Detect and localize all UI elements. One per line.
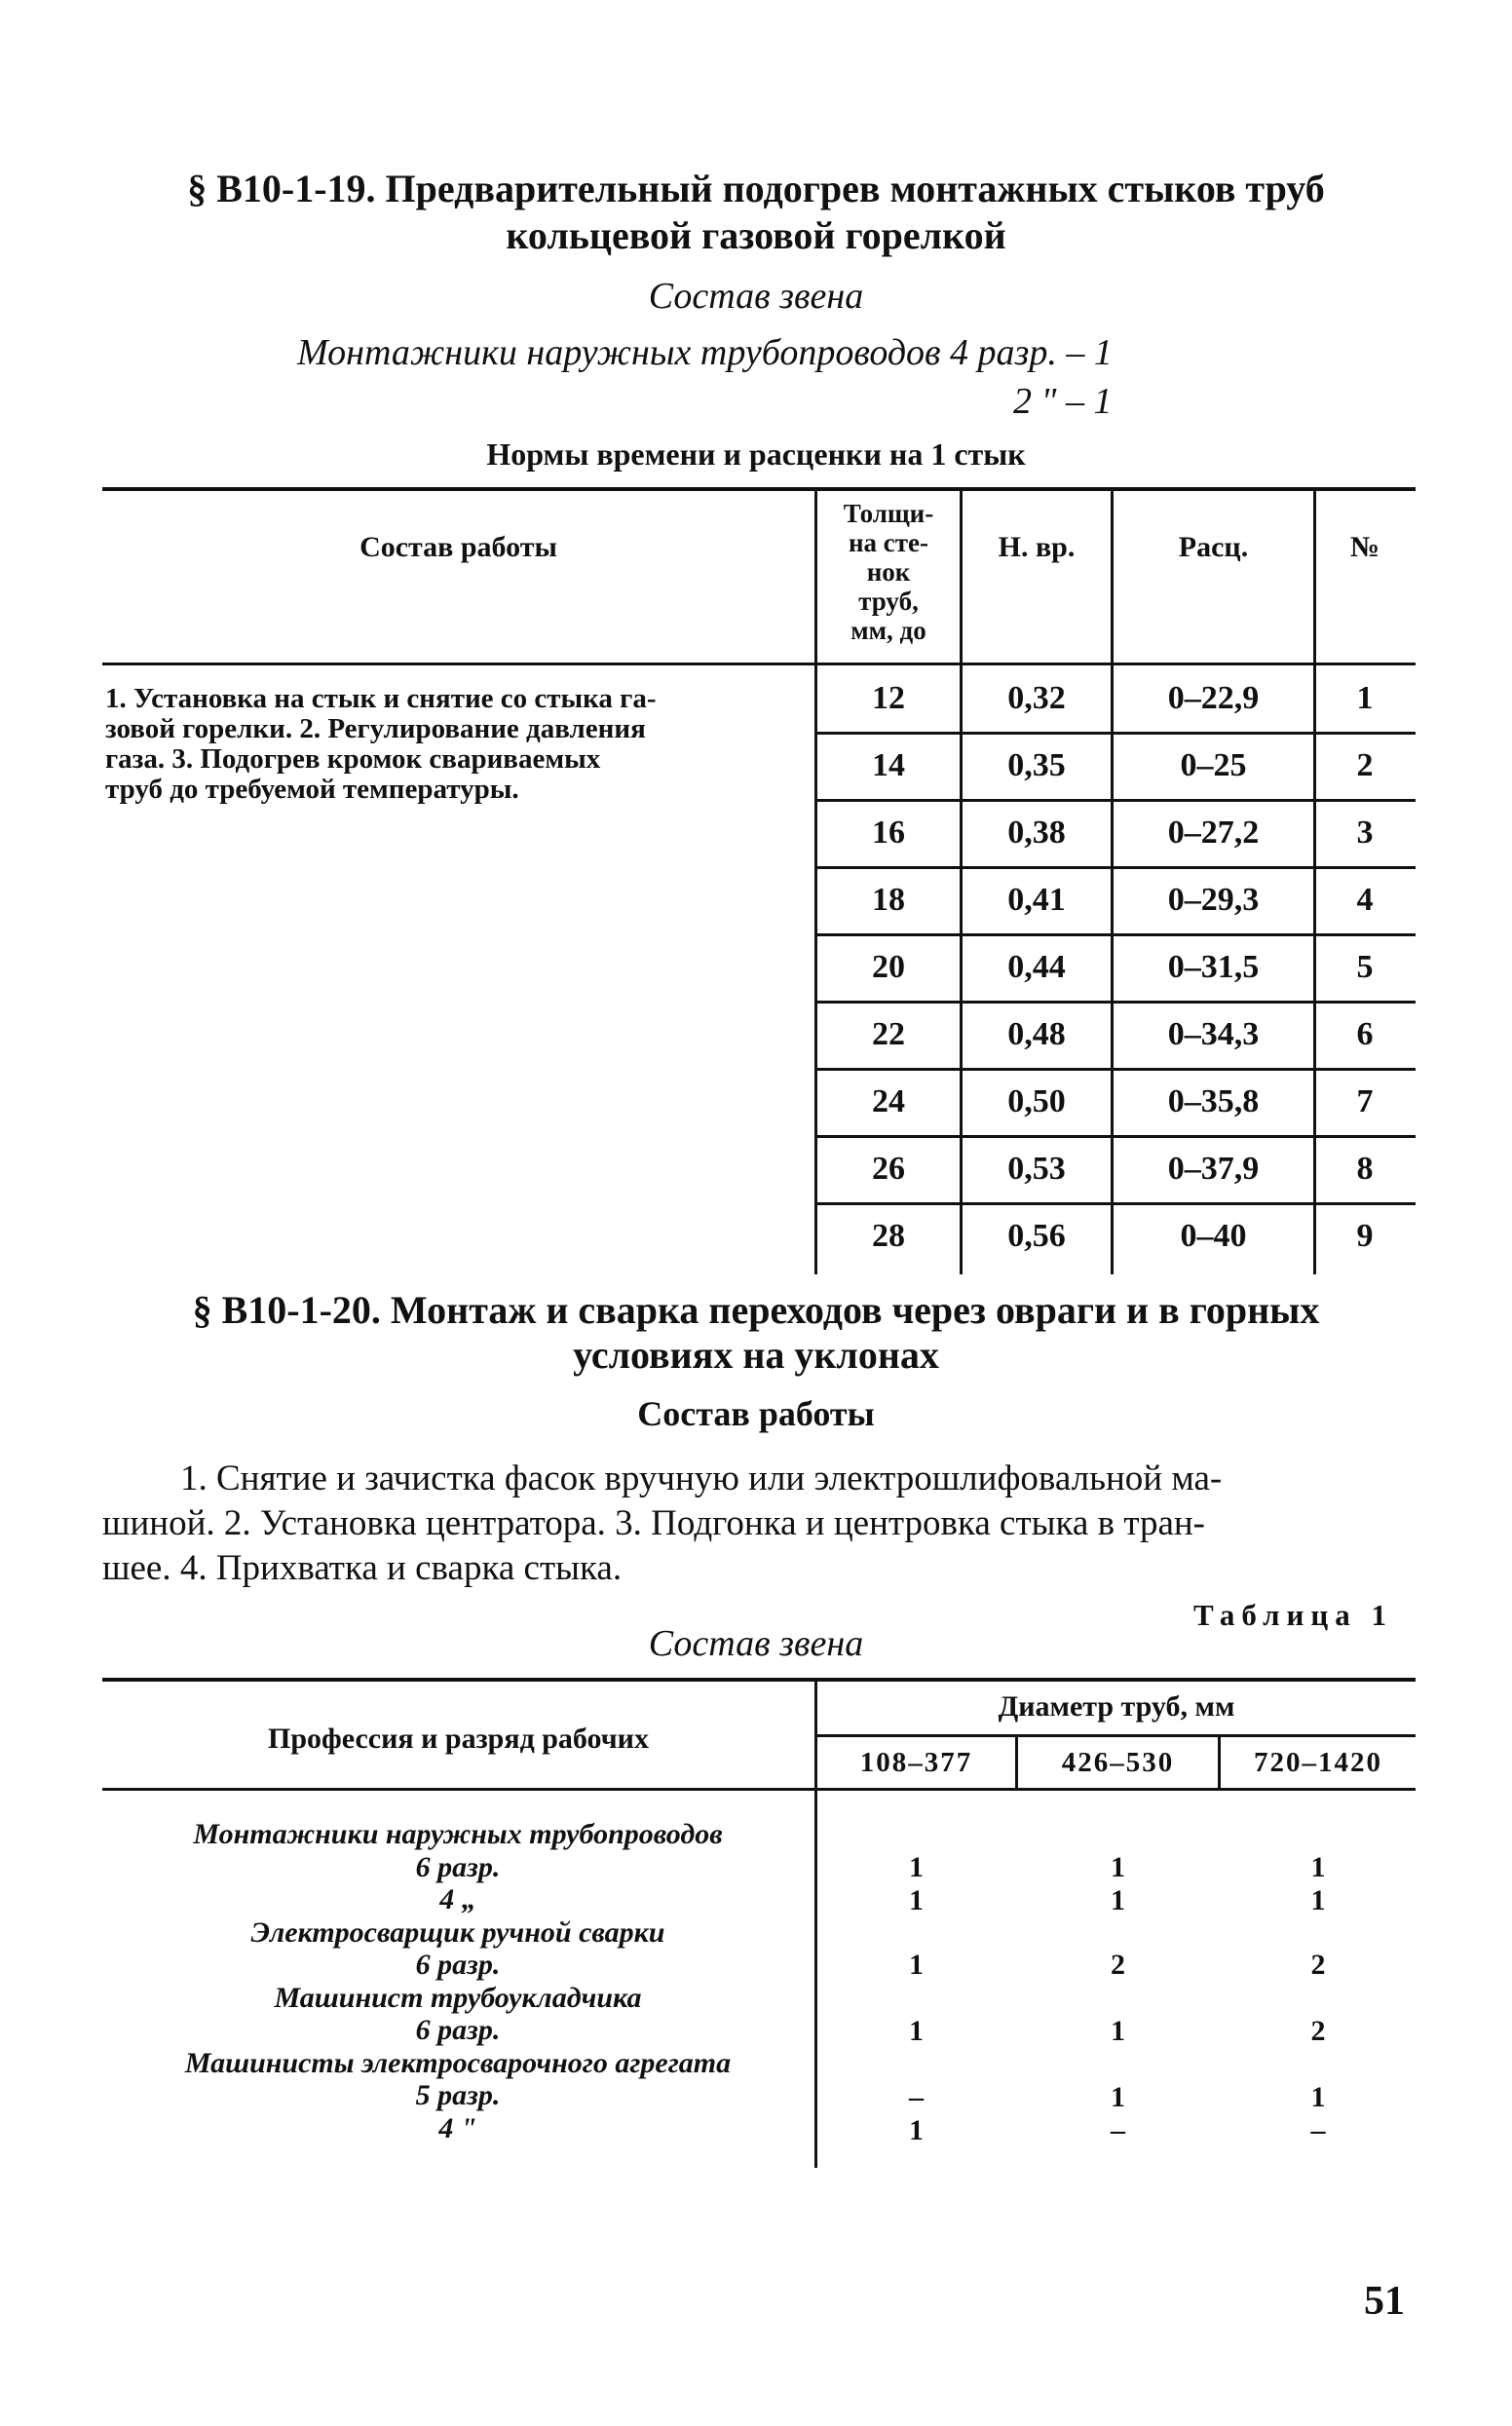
profession-line: Электросварщик ручной сварки [250, 1915, 665, 1949]
profession-line: 4 " [438, 2111, 477, 2144]
crew-count-cell: – [1111, 2114, 1125, 2146]
cell-time: 0,44 [1007, 949, 1066, 985]
header-num: № [1349, 531, 1380, 563]
cell-thickness: 20 [872, 949, 905, 985]
section2-crew-title: Состав звена [648, 1623, 864, 1664]
table1-row-rule [814, 866, 1416, 869]
header-diameter-col: 426–530 [1061, 1747, 1175, 1778]
section1-heading-line1: § В10-1-19. Предварительный подогрев монтажных стыков труб [187, 167, 1325, 210]
section2-work-line: шее. 4. Прихватка и сварка стыка. [102, 1548, 623, 1588]
section2-heading-line1: § В10-1-20. Монтаж и сварка переходов через овраги и в горных [192, 1288, 1320, 1332]
crew-count-cell: 2 [1111, 1949, 1125, 1981]
norms-caption: Нормы времени и расценки на 1 стык [486, 436, 1026, 472]
profession-line: 6 разр. [415, 2014, 501, 2046]
table1-row-rule [814, 1135, 1416, 1138]
header-diameter: Диаметр труб, мм [998, 1690, 1235, 1723]
cell-thickness: 26 [872, 1151, 905, 1187]
work-description-line: газа. 3. Подогрев кромок свариваемых [105, 743, 601, 775]
header-profession: Профессия и разряд рабочих [268, 1723, 649, 1755]
crew-count-cell: – [1310, 2114, 1326, 2146]
cell-rate: 0–27,2 [1167, 815, 1260, 851]
page-number: 51 [1364, 2279, 1405, 2324]
work-description-line: зовой горелки. 2. Регулирование давления [105, 713, 646, 744]
profession-line: Монтажники наружных трубопроводов [193, 1818, 723, 1850]
crew-count-cell: 1 [909, 1949, 924, 1981]
crew-count-cell: 2 [1310, 1949, 1326, 1981]
crew-count-cell: 1 [909, 1884, 924, 1916]
crew-count-cell: 1 [1111, 2081, 1125, 2113]
cell-rate: 0–25 [1180, 747, 1247, 783]
cell-time: 0,35 [1007, 747, 1066, 783]
crew-count-cell: 1 [909, 2015, 924, 2047]
table1-row-rule [814, 1068, 1416, 1071]
section2-heading [0, 1288, 1512, 1378]
header-thickness [817, 499, 960, 645]
cell-num: 2 [1356, 747, 1374, 783]
table1-top-rule [102, 487, 1416, 491]
work-description-line: труб до требуемой температуры. [105, 774, 519, 805]
profession-line: Машинист трубоукладчика [274, 1981, 642, 2014]
crew-count-cell: 1 [909, 1851, 924, 1883]
cell-thickness: 12 [872, 680, 905, 716]
cell-rate: 0–35,8 [1167, 1083, 1260, 1119]
profession-line: 6 разр. [415, 1850, 501, 1883]
header-diameter-col: 720–1420 [1254, 1747, 1382, 1778]
cell-thickness: 22 [872, 1016, 905, 1052]
cell-num: 3 [1356, 815, 1374, 851]
table1-row-rule [814, 1202, 1416, 1205]
cell-time: 0,48 [1007, 1016, 1066, 1052]
section1-crew-line1: Монтажники наружных трубопроводов 4 разр. – 1 [297, 332, 1113, 373]
cell-rate: 0–34,3 [1167, 1016, 1260, 1052]
header-time: Н. вр. [998, 531, 1076, 563]
table1-row-rule [814, 933, 1416, 936]
cell-num: 4 [1356, 882, 1374, 918]
section1-crew-title: Состав звена [648, 276, 864, 317]
section1-crew-line2: 2 " – 1 [1013, 381, 1113, 422]
cell-num: 1 [1356, 680, 1374, 716]
table2-subheader-rule [816, 1734, 1416, 1737]
cell-rate: 0–37,9 [1167, 1151, 1260, 1187]
cell-time: 0,38 [1007, 815, 1066, 851]
cell-rate: 0–29,3 [1167, 882, 1260, 918]
header-rate: Расц. [1178, 531, 1249, 563]
cell-num: 8 [1356, 1151, 1374, 1187]
section2-work-line: 1. Снятие и зачистка фасок вручную или электрошлифовальной ма- [180, 1459, 1223, 1498]
table1-row-rule [814, 1001, 1416, 1004]
profession-line: 5 разр. [415, 2079, 501, 2111]
table1-row-rule [814, 799, 1416, 802]
cell-time: 0,41 [1007, 882, 1066, 918]
crew-count-cell: 1 [1310, 2081, 1326, 2113]
cell-num: 7 [1356, 1083, 1374, 1119]
cell-time: 0,50 [1007, 1083, 1066, 1119]
header-thickness-line: на сте- [848, 528, 929, 557]
header-thickness-line: мм, до [850, 616, 926, 645]
section1-heading [0, 166, 1512, 259]
cell-num: 6 [1356, 1016, 1374, 1052]
cell-time: 0,32 [1007, 680, 1066, 716]
work-description [105, 684, 807, 805]
crew-count-cell: – [909, 2081, 924, 2113]
profession-line: Машинисты электросварочного агрегата [184, 2046, 732, 2079]
cell-rate: 0–40 [1180, 1218, 1247, 1254]
cell-thickness: 24 [872, 1083, 905, 1119]
profession-line: 4 „ [439, 1883, 476, 1915]
cell-thickness: 16 [872, 815, 905, 851]
table1-row-rule [814, 732, 1416, 735]
header-thickness-line: нок [866, 557, 911, 587]
cell-rate: 0–31,5 [1167, 949, 1260, 985]
header-diameter-col: 108–377 [859, 1747, 973, 1778]
crew-count-cell: 1 [1111, 1884, 1125, 1916]
header-thickness-line: Толщи- [843, 499, 934, 528]
cell-num: 9 [1356, 1218, 1374, 1254]
work-description-line: 1. Установка на стык и снятие со стыка га- [105, 683, 657, 714]
crew-count-cell: 1 [1310, 1851, 1326, 1883]
table2-top-rule [102, 1678, 1416, 1682]
crew-count-cell: 1 [1111, 2015, 1125, 2047]
section2-work-text [102, 1457, 1416, 1591]
cell-thickness: 18 [872, 882, 905, 918]
cell-rate: 0–22,9 [1167, 680, 1260, 716]
cell-num: 5 [1356, 949, 1374, 985]
header-thickness-line: труб, [858, 587, 919, 616]
crew-count-cell: 2 [1310, 2015, 1326, 2047]
cell-thickness: 28 [872, 1218, 905, 1254]
crew-count-cell: 1 [1310, 1884, 1326, 1916]
section1-heading-line2: кольцевой газовой горелкой [506, 213, 1006, 257]
table-label: Таблица 1 [1193, 1598, 1393, 1632]
table1-header-rule [102, 663, 1416, 665]
section2-work-title: Состав работы [637, 1394, 875, 1433]
profession-list [127, 1818, 789, 2144]
header-work: Состав работы [359, 531, 557, 563]
cell-thickness: 14 [872, 747, 905, 783]
profession-line: 6 разр. [415, 1949, 501, 1981]
crew-count-cell: 1 [1111, 1851, 1125, 1883]
section2-work-line: шиной. 2. Установка центратора. 3. Подгонка и центровка стыка в тран- [102, 1503, 1205, 1543]
cell-time: 0,53 [1007, 1151, 1066, 1187]
section2-heading-line2: условиях на уклонах [573, 1333, 939, 1377]
crew-count-cell: 1 [909, 2114, 924, 2146]
cell-time: 0,56 [1007, 1218, 1066, 1254]
